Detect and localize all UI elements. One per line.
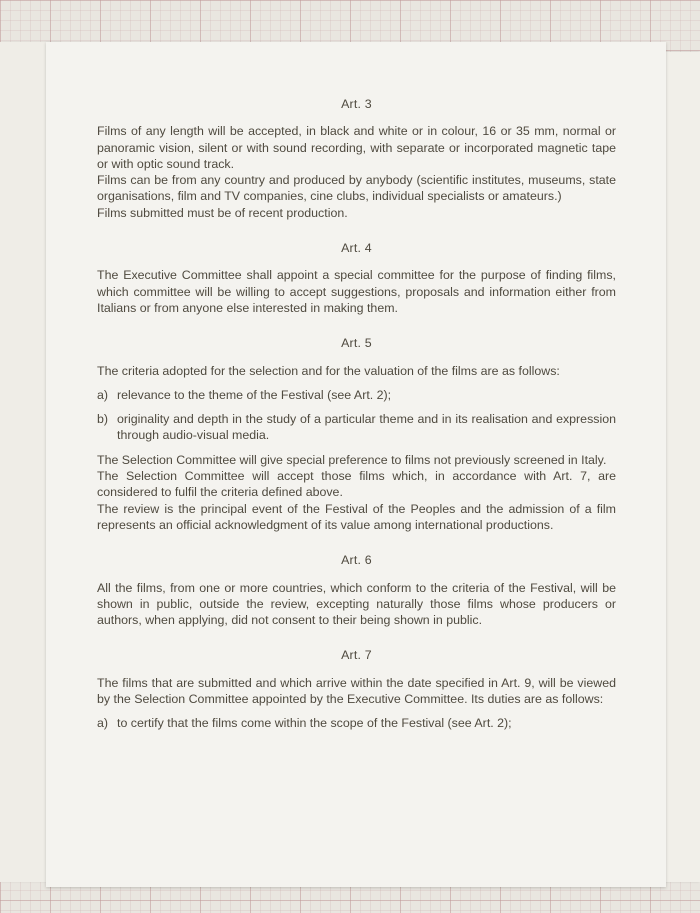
paragraph: The Selection Committee will give special preference to films not previously screened in Italy. <box>97 452 607 467</box>
paragraph: The criteria adopted for the selection and for the valuation of the films are as follows: <box>97 363 560 378</box>
article-title: Art. 3 <box>341 97 372 111</box>
paragraph: The Executive Committee shall appoint a special committee for the purpose of finding films, which committee will be willing to accept suggestions, proposals and information either from Italians or from anyone else interested in making them. <box>97 268 616 315</box>
article-5 <box>97 335 616 533</box>
article-title: Art. 5 <box>341 336 372 351</box>
article-title: Art. 6 <box>341 553 372 568</box>
paragraph: Films of any length will be accepted, in black and white or in colour, 16 or 35 mm, normal or panoramic vision, silent or with sound recording, with separate or incorporated magnetic tape or with optic sound track. <box>97 124 616 171</box>
list-item-text: relevance to the theme of the Festival (see Art. 2); <box>117 387 392 402</box>
list-item-label: a) <box>97 387 109 402</box>
paragraph: The films that are submitted and which arrive within the date specified in Art. 9, will be viewed by the Selection Committee appointed by the Executive Committee. Its duties are as follows: <box>97 675 616 707</box>
paragraph: Films submitted must be of recent production. <box>97 205 348 220</box>
list-item-label: a) <box>97 716 109 731</box>
underlying-sheet-right <box>664 52 700 882</box>
paragraph: Films can be from any country and produced by anybody (scientific institutes, museums, state organisations, film and TV companies, cine clubs, individual specialists or amateurs.) <box>97 173 616 204</box>
article-3 <box>97 96 616 221</box>
list-item-text: to certify that the films come within the scope of the Festival (see Art. 2); <box>117 716 512 731</box>
document-page <box>46 42 666 887</box>
paragraph: All the films, from one or more countries, which conform to the criteria of the Festival, will be shown in public, outside the review, excepting naturally those films whose producers or authors, when applying, did not consent to their being shown in public. <box>97 580 616 628</box>
article-title: Art. 4 <box>341 241 372 256</box>
list-item-label: b) <box>97 412 109 427</box>
article-4 <box>97 240 616 316</box>
article-6 <box>97 552 616 628</box>
list-item <box>97 715 616 731</box>
list-item <box>97 387 616 403</box>
list-item-text: originality and depth in the study of a particular theme and in its realisation and expression through audio-visual media. <box>117 412 616 443</box>
paragraph: The review is the principal event of the Festival of the Peoples and the admission of a film represents an official acknowledgment of its value among international productions. <box>97 501 616 532</box>
article-7 <box>97 647 616 731</box>
list-item <box>97 411 616 444</box>
paragraph: The Selection Committee will accept those films which, in accordance with Art. 7, are considered to fulfil the criteria defined above. <box>97 469 616 500</box>
article-title: Art. 7 <box>341 648 372 663</box>
